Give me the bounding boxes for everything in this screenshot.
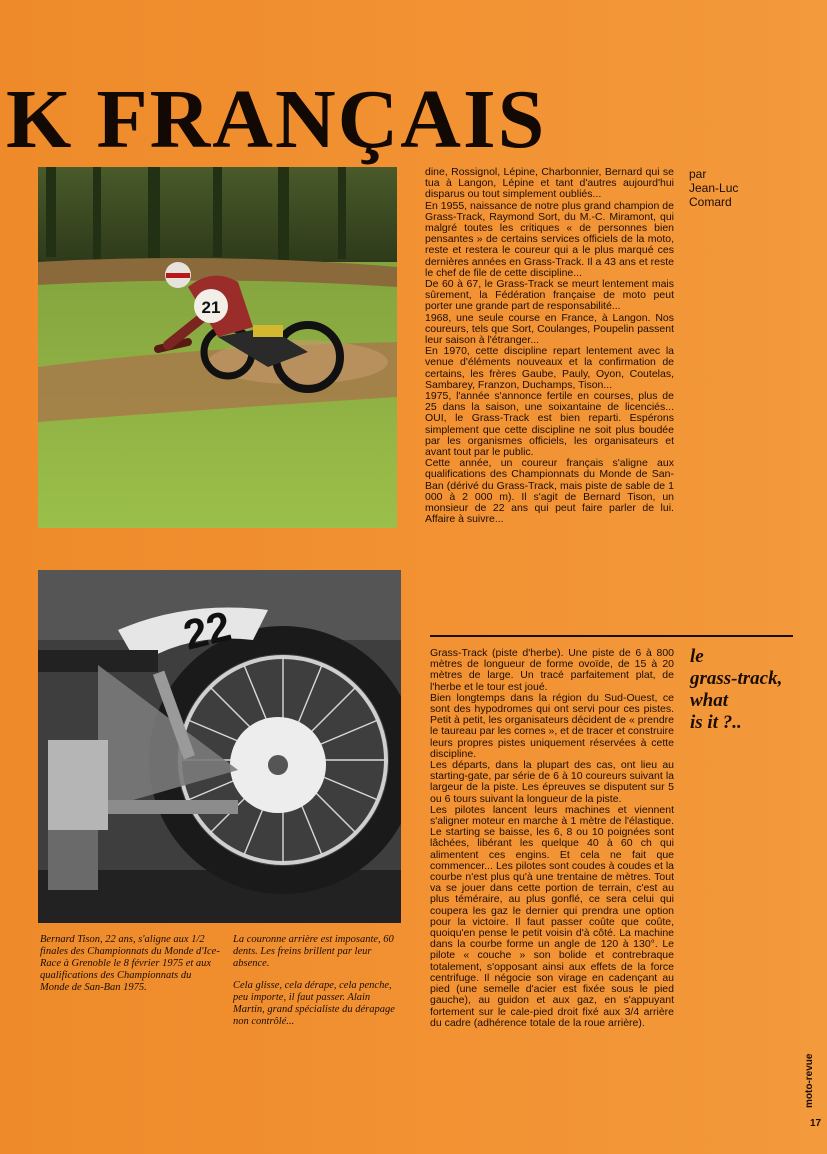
caption-right [233,934,398,1038]
article-paragraph: dine, Rossignol, Lépine, Charbonnier, Bernard qui se tua à Langon, Lépine et tant d'autres aujourd'hui disparus ou tout simplement oubliés... [425,166,674,201]
author-byline [689,167,738,209]
byline-author-last: Comard [689,195,732,209]
article-paragraph: En 1955, naissance de notre plus grand champion de Grass-Track, Raymond Sort, du M.-C. Miramont, qui malgré toutes les critiques « de personnes bien pensantes » de certains services officiels de la moto, reste et restera le coureur qui a le plus marqué ces dernières années en Grass-Track. Il a 43 ans et reste le chef de file de cette discipline... [425,199,674,279]
article-paragraph: En 1970, cette discipline repart lentement avec la venue d'éléments nouveaux et la confirmation de certains, les frères Gaube, Pauly, Oyon, Coutelas, Sambarey, Franzon, Duchamps, Tison... [425,345,674,391]
sidehead-line: is it ?.. [690,712,742,733]
magazine-name: moto-revue [804,1053,815,1108]
caption-text: La couronne arrière est imposante, 60 dents. Les freins brillent par leur absence. [233,934,394,969]
byline-par: par [689,167,707,181]
caption-text: Cela glisse, cela dérape, cela penche, peu importe, il faut passer. Alain Martin, grand spécialiste du dérapage non contrôlé... [233,980,395,1027]
article-paragraph: Cette année, un coureur français s'aligne aux qualifications des Championnats du Monde de San-Ban (dérivé du Grass-Track, mais piste de sable de 1 000 à 2 000 m). Il s'agit de Bernard Tison, un monsieur de 22 ans qui peut faire parler de lui. Affaire à suivre... [425,457,674,526]
article-title: K FRANÇAIS [6,73,547,166]
byline-author-first: Jean-Luc [689,181,739,195]
section-sidehead [690,646,810,734]
sidehead-line: what [690,690,729,711]
caption-text: Bernard Tison, 22 ans, s'aligne aux 1/2 finales des Championnats du Monde d'Ice-Race à Grenoble le 8 février 1975 et aux qualifications des Championnats du Monde de San-Ban 1975. [40,934,220,993]
article-paragraph: Les départs, dans la plupart des cas, ont lieu au starting-gate, par série de 6 à 10 coureurs suivant la largeur de la piste. Les épreuves se disputent sur 5 ou 6 tours suivant la longueur de la piste. [430,759,674,805]
article-paragraph: Grass-Track (piste d'herbe). Une piste de 6 à 800 mètres de longueur de forme ovoïde, de 15 à 20 mètres de large. Un tracé parfaitement plat, de l'herbe et le tour est joué. [430,647,674,693]
sidehead-line: grass-track, [690,668,783,689]
photo-rear-wheel-closeup [38,570,401,923]
caption-left [40,934,220,1004]
page-number: 17 [810,1118,822,1129]
article-paragraph: 1968, une seule course en France, à Langon. Nos coureurs, tels que Sort, Coulanges, Poupelin passent leur saison à l'étranger... [425,311,674,347]
article-column-top [425,167,674,526]
sidehead-line: le [690,646,704,667]
photo1-race-number: 21 [201,298,221,317]
section-divider [430,635,793,637]
article-paragraph: De 60 à 67, le Grass-Track se meurt lentement mais sûrement, la Fédération française de moto peut porter une grande part de responsabilité... [425,278,674,313]
article-column-bottom [430,648,674,1029]
article-paragraph: Bien longtemps dans la région du Sud-Ouest, ce sont des hypodromes qui ont servi pour ces pistes. Petit à petit, les organisateurs décident de « prendre le taureau par les cornes », et de tracer et construire leurs propres pistes uniquement réservées à cette discipline. [430,691,674,760]
article-paragraph: 1975, l'année s'annonce fertile en courses, plus de 25 dans la saison, une soixantaine de licenciés... OUI, le Grass-Track est bien reparti. Espérons simplement que cette discipline ne soit plus boudée par les organismes officiels, les organisateurs et avant tout par le public. [425,390,674,459]
photo2-race-number: 22 [178,601,236,659]
article-paragraph: Les pilotes lancent leurs machines et viennent s'aligner moteur en marche à 1 mètre de l'élastique. Le starting se baisse, les 6, 8 ou 10 poignées sont lâchées, libérant les quelque 40 à 60 ch qui alimentent ces engins. Et cela ne fait que commencer... Les pilotes sont coudes à coudes et la courbe n'est plus qu'à une trentaine de mètres. Tout va se jouer dans cette portion de terrain, c'est au plus téméraire, au plus gonflé, ce sera celui qui coupera les gaz le dernier qui prendra une option pour la victoire. Il faut passer coûte que coûte, quoiqu'en pense le petit voisin d'à côté. La machine dans la courbe forme un angle de 120 à 130°. Le pilote « couche » son bolide et contrebraque totalement, s'opposant ainsi aux effets de la force centrifuge. Il négocie son virage en cadençant au pied (une semelle d'acier est fixée sous le pied gauche), au guidon et aux gaz, en s'appuyant fortement sur le cale-pied droit fixé aux 3/4 arrière du cadre (adhérence totale de la roue arrière). [430,803,674,1029]
photo-rider-on-grass-track [38,167,397,528]
